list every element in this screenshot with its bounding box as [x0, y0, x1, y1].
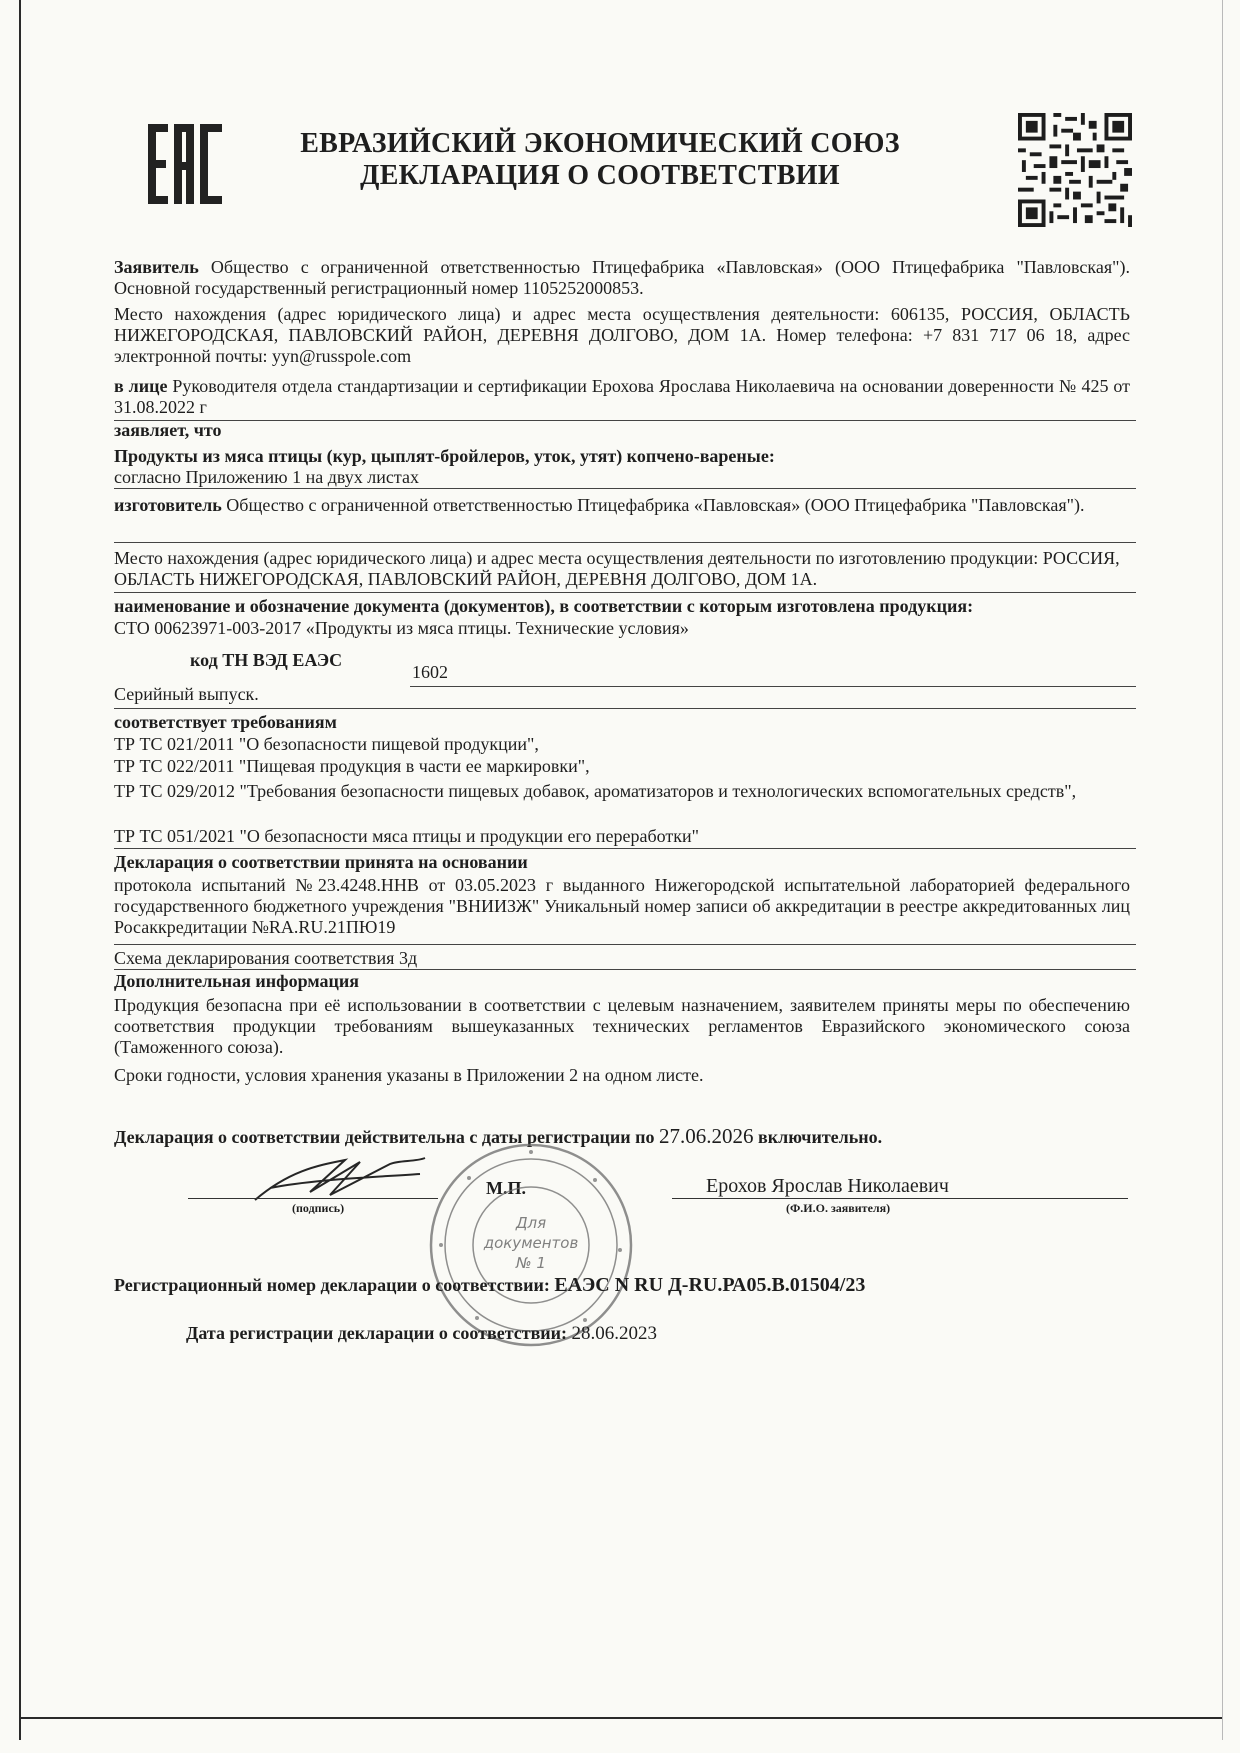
tnved-label: код ТН ВЭД ЕАЭС — [190, 650, 343, 670]
stamp-line-3: № 1 — [516, 1254, 546, 1272]
scan-edge-bottom — [20, 1717, 1222, 1719]
registration-number-line — [114, 1275, 1130, 1296]
tnved-value: 1602 — [412, 662, 448, 682]
document-title: ДЕКЛАРАЦИЯ О СООТВЕТСТВИИ — [360, 160, 840, 191]
validity-suffix: включительно. — [758, 1127, 883, 1147]
round-stamp-seal — [425, 1140, 637, 1350]
divider — [114, 488, 1136, 489]
manufacturer-address: Место нахождения (адрес юридического лица) и адрес места осуществления деятельности по изготовлению продукции: РОССИЯ, ОБЛАСТЬ НИЖЕГОРОДСКАЯ, ПАВЛОВСКИЙ РАЙОН, ДЕРЕВНЯ ДОЛГОВО, ДОМ 1А. — [114, 548, 1120, 589]
basis-label: Декларация о соответствии принята на основании — [114, 852, 528, 872]
requirement-item: ТР ТС 029/2012 "Требования безопасности пищевых добавок, ароматизаторов и технологических вспомогательных средств", — [114, 781, 1077, 801]
applicant-text: Общество с ограниченной ответственностью Птицефабрика «Павловская» (ООО Птицефабрика "Павловская"). Основной государственный регистрационный номер 1105252000853. — [114, 257, 1131, 298]
stamp-line-2: документов — [483, 1234, 579, 1252]
signature-line — [188, 1198, 438, 1199]
registration-number: ЕАЭС N RU Д-RU.РА05.В.01504/23 — [554, 1274, 866, 1296]
divider — [114, 708, 1136, 709]
serial-release: Серийный выпуск. — [114, 684, 259, 704]
eac-logo — [148, 124, 224, 204]
registration-date: 28.06.2023 — [571, 1323, 658, 1344]
name-line — [672, 1198, 1128, 1199]
standard-text: СТО 00623971-003-2017 «Продукты из мяса птицы. Технические условия» — [114, 618, 689, 638]
applicant-address: Место нахождения (адрес юридического лица) и адрес места осуществления деятельности: 606135, РОССИЯ, ОБЛАСТЬ НИЖЕГОРОДСКАЯ, ПАВЛОВСКИЙ РАЙОН, ДЕРЕВНЯ ДОЛГОВО, ДОМ 1А. Номер телефона: +7 831 717 06 18, адрес электронной почты: yyn@russpole.com — [114, 304, 1130, 366]
divider — [114, 969, 1136, 970]
scan-edge-left — [19, 0, 21, 1740]
scan-edge-right — [1222, 0, 1223, 1740]
representative-label: в лице — [114, 376, 168, 396]
requirement-item: ТР ТС 051/2021 "О безопасности мяса птицы и продукции его переработки" — [114, 826, 699, 846]
divider — [114, 848, 1136, 849]
manufacturer-block — [114, 495, 1130, 516]
basis-text: протокола испытаний №23.4248.ННВ от 03.05.2023 г выданного Нижегородской испытательной лабораторией федерального государственного бюджетного учреждения "ВНИИЗЖ" Уникальный номер записи об аккредитации в реестре аккредитованных лиц Росаккредитации №RA.RU.21ПЮ19 — [114, 875, 1130, 937]
additional-label: Дополнительная информация — [114, 971, 359, 991]
requirement-item: ТР ТС 022/2011 "Пищевая продукция в части ее маркировки", — [114, 756, 590, 776]
applicant-name: Ерохов Ярослав Николаевич — [706, 1175, 949, 1197]
representative-block — [114, 376, 1130, 418]
product-name: Продукты из мяса птицы (кур, цыплят-бройлеров, уток, утят) копчено-вареные: — [114, 446, 775, 466]
additional-text: Продукция безопасна при её использовании в соответствии с целевым назначением, заявителем приняты меры по обеспечению соответствия продукции требованиям вышеуказанных технических регламентов Евразийского экономического союза (Таможенного союза). — [114, 995, 1130, 1057]
divider — [114, 542, 1136, 543]
manufacturer-label: изготовитель — [114, 495, 222, 515]
registration-number-label: Регистрационный номер декларации о соответствии: — [114, 1275, 550, 1295]
union-title: ЕВРАЗИЙСКИЙ ЭКОНОМИЧЕСКИЙ СОЮЗ — [300, 128, 900, 159]
registration-date-label: Дата регистрации декларации о соответствии: — [186, 1323, 568, 1343]
standard-label: наименование и обозначение документа (документов), в соответствии с которым изготовлена продукция: — [114, 596, 974, 616]
validity-prefix: Декларация о соответствии действительна с даты регистрации по — [114, 1127, 655, 1147]
validity-date: 27.06.2026 — [659, 1124, 754, 1148]
requirement-item: ТР ТС 021/2011 "О безопасности пищевой продукции", — [114, 734, 539, 754]
requirements-label: соответствует требованиям — [114, 712, 337, 732]
product-note: согласно Приложению 1 на двух листах — [114, 467, 419, 487]
applicant-block — [114, 257, 1130, 299]
divider — [114, 592, 1136, 593]
divider — [114, 944, 1136, 945]
declaration-scheme: Схема декларирования соответствия 3д — [114, 948, 418, 968]
stamp-line-1: Для — [515, 1214, 547, 1232]
declares-label: заявляет, что — [114, 420, 222, 440]
manufacturer-text: Общество с ограниченной ответственностью Птицефабрика «Павловская» (ООО Птицефабрика "Павловская"). — [226, 495, 1085, 515]
seal-place-label: М.П. — [486, 1178, 526, 1198]
qr-code-icon — [1018, 112, 1132, 228]
signature-caption: (подпись) — [292, 1201, 345, 1215]
registration-date-line — [186, 1323, 1086, 1344]
shelf-life-text: Сроки годности, условия хранения указаны в Приложении 2 на одном листе. — [114, 1065, 704, 1085]
name-caption: (Ф.И.О. заявителя) — [786, 1201, 891, 1215]
applicant-label: Заявитель — [114, 257, 199, 277]
representative-text: Руководителя отдела стандартизации и сертификации Ерохова Ярослава Николаевича на основании доверенности № 425 от 31.08.2022 г — [114, 376, 1130, 417]
